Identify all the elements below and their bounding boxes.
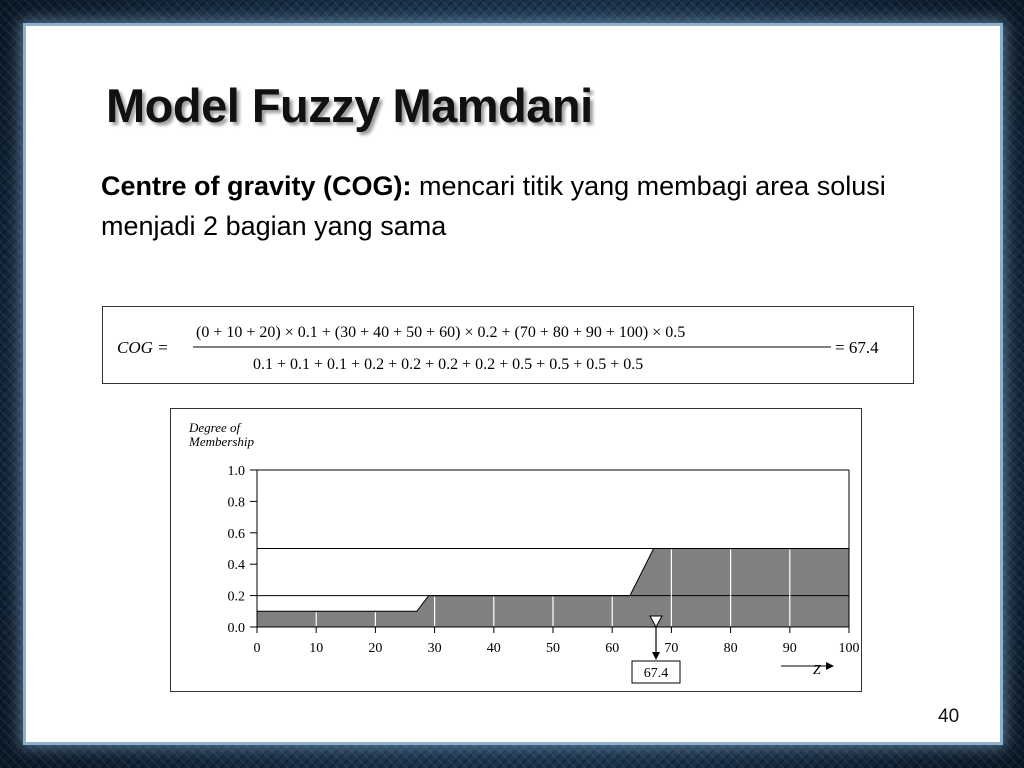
x-tick-label-60: 60 bbox=[605, 641, 620, 656]
x-tick-label-30: 30 bbox=[427, 641, 442, 656]
y-tick-label-0.4: 0.4 bbox=[227, 558, 245, 574]
x-tick-label-90: 90 bbox=[782, 641, 797, 656]
formula-denominator: 0.1 + 0.1 + 0.1 + 0.2 + 0.2 + 0.2 + 0.2 + 0.5 + 0.5 + 0.5 + 0.5 bbox=[253, 356, 644, 373]
y-tick-label-0.6: 0.6 bbox=[227, 526, 245, 542]
x-tick-label-10: 10 bbox=[309, 641, 324, 656]
cog-definition: mencari titik yang membagi area solusi menjadi 2 bagian yang sama bbox=[101, 171, 886, 241]
slide-title: Model Fuzzy Mamdani bbox=[106, 79, 593, 132]
y-tick-label-0.8: 0.8 bbox=[227, 495, 245, 511]
x-tick-label-0: 0 bbox=[253, 641, 261, 656]
cog-pointer-arrowhead bbox=[652, 652, 660, 660]
chart-svg bbox=[171, 409, 861, 691]
ylabel-line-1: Degree of bbox=[189, 420, 241, 435]
y-tick-label-1.0: 1.0 bbox=[227, 464, 245, 479]
page-number: 40 bbox=[938, 706, 960, 727]
x-tick-label-40: 40 bbox=[486, 641, 501, 656]
y-tick-label-0.0: 0.0 bbox=[227, 621, 245, 636]
plot-area bbox=[228, 464, 860, 683]
cog-value-label: 67.4 bbox=[643, 666, 669, 681]
x-tick-label-50: 50 bbox=[546, 641, 560, 656]
slide bbox=[26, 26, 1000, 742]
membership-chart bbox=[170, 408, 862, 692]
formula-numerator: (0 + 10 + 20) × 0.1 + (30 + 40 + 50 + 60) × 0.2 + (70 + 80 + 90 + 100) × 0.5 bbox=[196, 324, 686, 341]
y-tick-label-0.2: 0.2 bbox=[227, 589, 245, 605]
x-tick-label-70: 70 bbox=[664, 641, 679, 656]
cog-term: Centre of gravity (COG): bbox=[101, 171, 412, 201]
slide-description bbox=[101, 166, 961, 246]
formula-result: = 67.4 bbox=[835, 338, 879, 357]
x-direction-arrowhead bbox=[826, 662, 834, 670]
xlabel: Z bbox=[813, 663, 821, 678]
ylabel-line-2: Membership bbox=[189, 434, 254, 449]
formula-lhs: COG = bbox=[117, 338, 169, 357]
x-tick-label-20: 20 bbox=[368, 641, 383, 656]
cog-formula-box bbox=[102, 306, 914, 384]
x-tick-label-100: 100 bbox=[838, 641, 860, 656]
x-tick-label-80: 80 bbox=[723, 641, 738, 656]
cog-formula bbox=[103, 307, 913, 383]
